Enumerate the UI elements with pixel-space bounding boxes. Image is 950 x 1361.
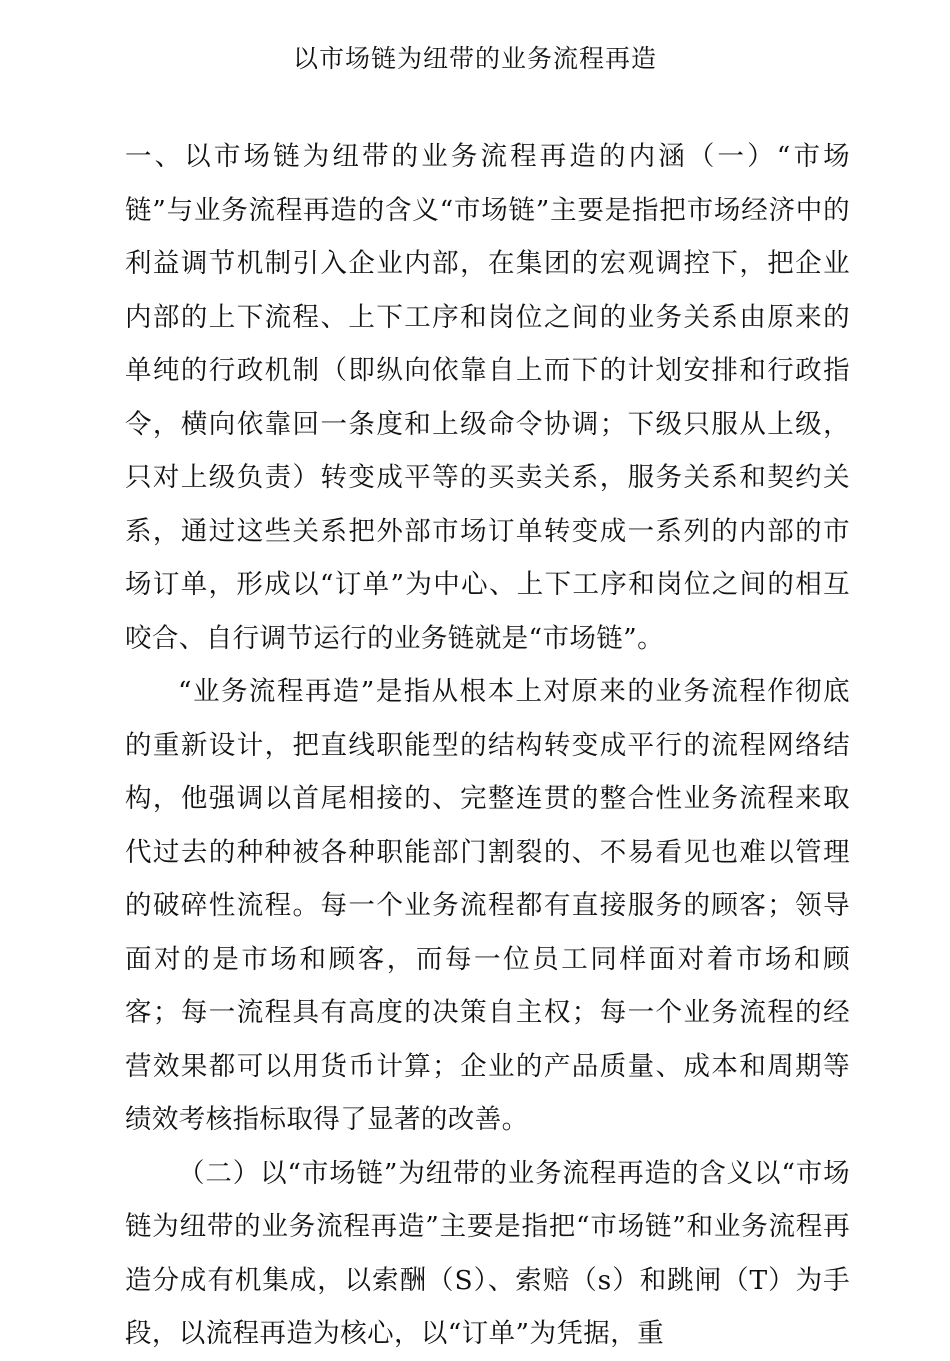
document-body: [125, 130, 850, 1361]
document-title: 以市场链为纽带的业务流程再造: [292, 44, 657, 73]
paragraph-1: 一、以市场链为纽带的业务流程再造的内涵（一）“市场链”与业务流程再造的含义“市场链”主要是指把市场经济中的利益调节机制引入企业内部，在集团的宏观调控下，把企业内部的上下流程、上下工序和岗位之间的业务关系由原来的单纯的行政机制（即纵向依靠自上而下的计划安排和行政指令，横向依靠回一条度和上级命令协调；下级只服从上级，只对上级负责）转变成平等的买卖关系，服务关系和契约关系，通过这些关系把外部市场订单转变成一系列的内部的市场订单，形成以“订单”为中心、上下工序和岗位之间的相互咬合、自行调节运行的业务链就是“市场链”。: [125, 141, 850, 654]
paragraph-2: “业务流程再造”是指从根本上对原来的业务流程作彻底的重新设计，把直线职能型的结构转变成平行的流程网络结构，他强调以首尾相接的、完整连贯的整合性业务流程来取代过去的种种被各种职能部门割裂的、不易看见也难以管理的破碎性流程。每一个业务流程都有直接服务的顾客；领导面对的是市场和顾客，而每一位员工同样面对着市场和顾客；每一流程具有高度的决策自主权；每一个业务流程的经营效果都可以用货币计算；企业的产品质量、成本和周期等绩效考核指标取得了显著的改善。: [125, 676, 850, 1135]
paragraph-3: （二）以“市场链”为纽带的业务流程再造的含义以“市场链为纽带的业务流程再造”主要是指把“市场链”和业务流程再造分成有机集成，以索酬（S）、索赔（s）和跳闸（T）为手段，以流程再造为核心，以“订单”为凭据，重: [125, 1157, 850, 1349]
